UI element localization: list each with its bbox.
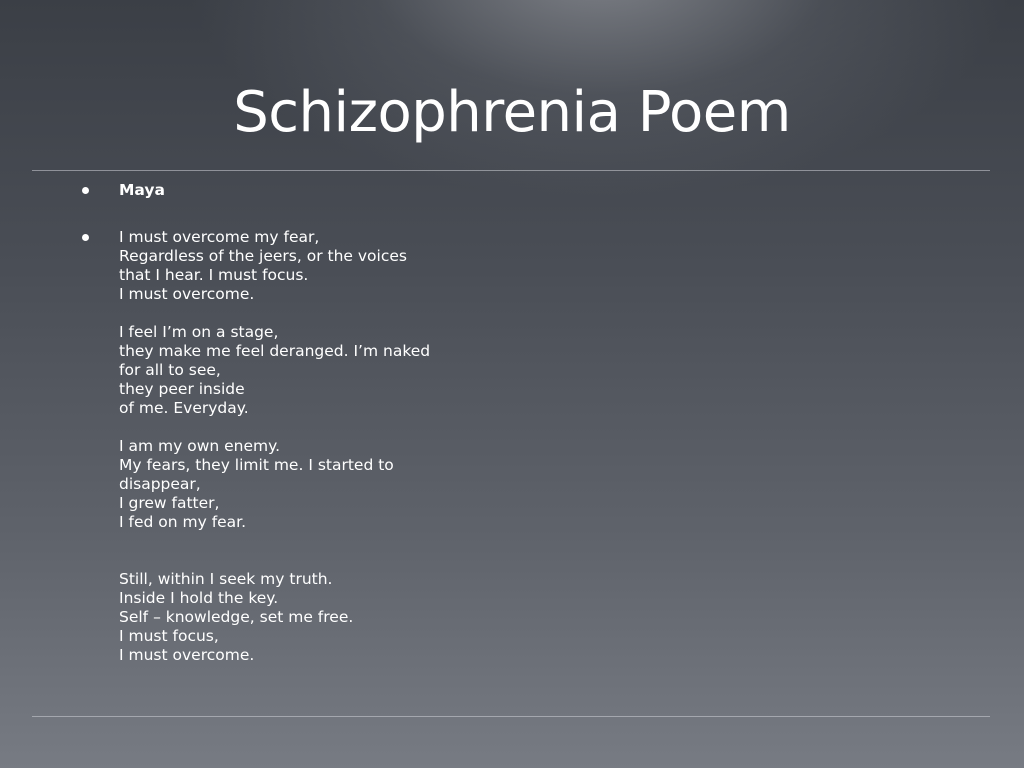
poem-stanza-1 [119,228,780,304]
title-divider [32,170,990,171]
poem-bullet [80,228,780,665]
poem-line: Still, within I seek my truth. [119,570,333,588]
poem-line: they make me feel deranged. I’m naked [119,342,431,360]
bullet-dot-icon [82,234,89,241]
poem-line: I must overcome my fear, [119,228,320,246]
poem-text [119,228,780,665]
author-name: Maya [119,181,165,199]
poem-stanza-4 [119,570,780,665]
poem-line: Self – knowledge, set me free. [119,608,354,626]
poem-line: I feel I’m on a stage, [119,323,279,341]
poem-line: I must focus, [119,627,219,645]
poem-line: I must overcome. [119,646,255,664]
slide-body [80,181,780,665]
poem-line: for all to see, [119,361,221,379]
poem-line: of me. Everyday. [119,399,249,417]
poem-line: My fears, they limit me. I started to [119,456,394,474]
poem-line: I fed on my fear. [119,513,247,531]
footer-divider [32,716,990,717]
poem-stanza-2 [119,323,780,418]
poem-line: disappear, [119,475,201,493]
author-bullet [80,181,780,200]
slide-title: Schizophrenia Poem [233,80,791,145]
poem-line: I am my own enemy. [119,437,281,455]
bullet-dot-icon [82,187,89,194]
poem-line: Regardless of the jeers, or the voices [119,247,407,265]
poem-stanza-3 [119,437,780,532]
poem-line: they peer inside [119,380,245,398]
poem-line: Inside I hold the key. [119,589,279,607]
poem-line: I must overcome. [119,285,255,303]
poem-line: that I hear. I must focus. [119,266,309,284]
poem-line: I grew fatter, [119,494,220,512]
